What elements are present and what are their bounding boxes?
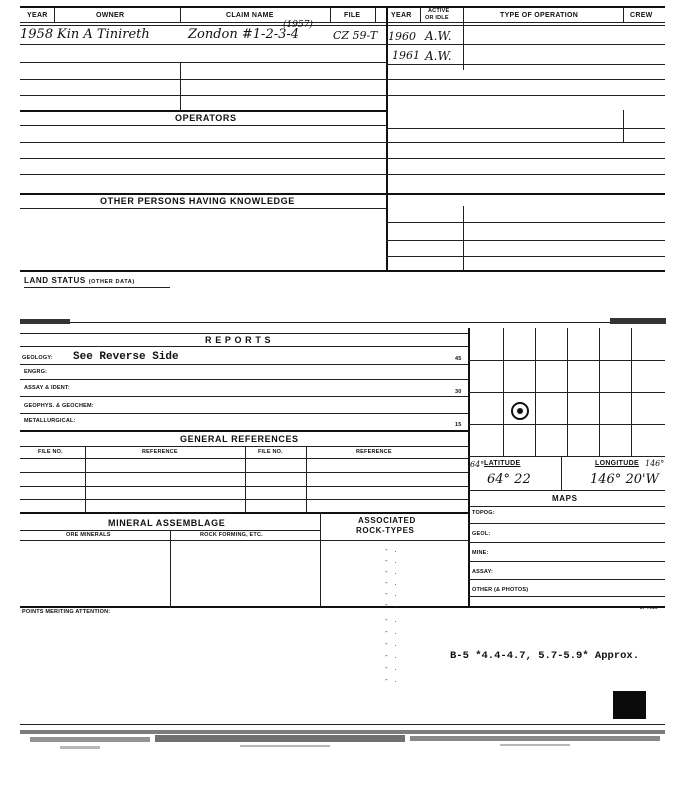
operators-heading: OPERATORS bbox=[175, 113, 237, 123]
maps-mine-label: MINE: bbox=[472, 550, 489, 556]
points-meriting-attention-label: POINTS MERITING ATTENTION: bbox=[22, 609, 111, 615]
geology-label: GEOLOGY: bbox=[22, 355, 53, 361]
longitude-label: LONGITUDE bbox=[595, 460, 639, 467]
claim-year-note: (1957) bbox=[283, 20, 313, 30]
latitude-prefix: 64° bbox=[470, 460, 485, 469]
rock-forming-label: ROCK FORMING, ETC. bbox=[200, 532, 263, 538]
header-active: ACTIVE bbox=[428, 8, 450, 14]
claim-name-value: Zondon #1-2-3-4 bbox=[188, 27, 300, 42]
maps-assay-label: ASSAY: bbox=[472, 569, 494, 575]
engrg-label: ENGRG: bbox=[24, 369, 48, 375]
rock-types-marks: - . - . - . - . - . - . bbox=[385, 545, 397, 609]
header-claim-name: CLAIM NAME bbox=[226, 12, 274, 19]
metallurgical-number: 15 bbox=[455, 422, 462, 428]
file-value: CZ 59-T bbox=[333, 29, 378, 42]
longitude-value: 146° 20'W bbox=[590, 472, 659, 487]
activity-status-1: A.W. bbox=[425, 29, 452, 43]
ref-reference-1: REFERENCE bbox=[142, 449, 178, 455]
geophys-geochem-label: GEOPHYS. & GEOCHEM: bbox=[24, 403, 94, 409]
associated-heading: ASSOCIATED bbox=[358, 516, 416, 525]
header-or-idle: OR IDLE bbox=[425, 15, 449, 21]
general-references-heading: GENERAL REFERENCES bbox=[180, 434, 299, 444]
black-square-mark bbox=[613, 691, 646, 719]
activity-year-1: 1960 bbox=[388, 30, 416, 43]
header-year: YEAR bbox=[27, 12, 48, 19]
geology-value: See Reverse Side bbox=[73, 351, 179, 363]
longitude-suffix: 146° bbox=[645, 459, 665, 468]
ref-file-no-2: FILE NO. bbox=[258, 449, 283, 455]
ref-file-no-1: FILE NO. bbox=[38, 449, 63, 455]
maps-geol-label: GEOL: bbox=[472, 531, 491, 537]
metallurgical-label: METALLURGICAL: bbox=[24, 418, 76, 424]
owner-name: Kin A Tinireth bbox=[57, 27, 150, 42]
activity-status-2: A.W. bbox=[425, 49, 452, 63]
maps-topog-label: TOPOG: bbox=[472, 510, 495, 516]
other-persons-heading: OTHER PERSONS HAVING KNOWLEDGE bbox=[100, 196, 295, 206]
rock-types-heading: ROCK-TYPES bbox=[356, 526, 415, 535]
owner-year: 1958 bbox=[20, 27, 54, 42]
assay-ident-label: ASSAY & IDENT: bbox=[24, 385, 70, 391]
mineral-assemblage-heading: MINERAL ASSEMBLAGE bbox=[108, 518, 226, 528]
ref-reference-2: REFERENCE bbox=[356, 449, 392, 455]
latitude-label: LATITUDE bbox=[484, 460, 521, 467]
land-status-heading: LAND STATUS (OTHER DATA) bbox=[24, 276, 135, 285]
assay-number: 30 bbox=[455, 389, 462, 395]
header-year-2: YEAR bbox=[391, 12, 412, 19]
attention-marks: - . - . - . - . - . - . bbox=[385, 615, 397, 684]
header-file: FILE bbox=[344, 12, 361, 19]
activity-year-2: 1961 bbox=[392, 49, 420, 62]
ore-minerals-label: ORE MINERALS bbox=[66, 532, 111, 538]
header-owner: OWNER bbox=[96, 12, 125, 19]
typed-note: B-5 *4.4-4.7, 5.7-5.9* Approx. bbox=[450, 650, 640, 662]
latitude-value: 64° 22 bbox=[487, 472, 531, 487]
reports-heading: R E P O R T S bbox=[205, 335, 272, 345]
form-number: 87 7919 bbox=[640, 605, 658, 610]
location-marker-icon bbox=[511, 402, 529, 420]
maps-other-label: OTHER (& PHOTOS) bbox=[472, 587, 529, 593]
header-crew: CREW bbox=[630, 12, 653, 19]
maps-heading: MAPS bbox=[552, 494, 578, 503]
header-type-of-operation: TYPE OF OPERATION bbox=[500, 12, 579, 19]
geology-number: 45 bbox=[455, 356, 462, 362]
